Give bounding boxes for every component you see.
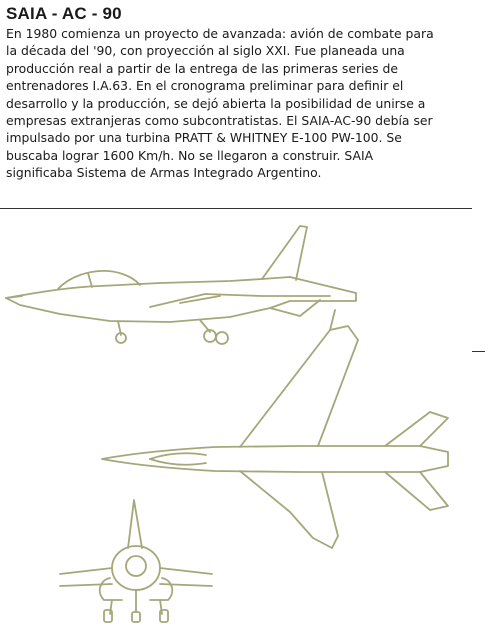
page-title: SAIA - AC - 90 (6, 4, 122, 23)
side-view-drawing (6, 226, 356, 344)
description-line: En 1980 comienza un proyecto de avanzada: avión de combate para (6, 26, 434, 41)
description-line: la década del '90, con proyección al siglo XXI. Fue planeada una (6, 43, 405, 59)
description-line: entrenadores I.A.63. En el cronograma preliminar para definir el (6, 78, 404, 94)
description-line: desarrollo y la producción, se dejó abierta la posibilidad de unirse a (6, 95, 426, 111)
front-view-drawing (60, 500, 212, 622)
description-line: producción real a partir de la entrega de las primeras series de (6, 60, 398, 76)
top-view-drawing (102, 310, 448, 548)
aircraft-three-view-drawing (0, 212, 485, 628)
description-line: buscaba lograr 1600 Km/h. No se llegaron a construir. SAIA (6, 147, 374, 163)
divider-line (0, 208, 472, 209)
description-line: significaba Sistema de Armas Integrado Argentino. (6, 165, 322, 181)
description-line: impulsado por una turbina PRATT & WHITNEY E-100 PW-100. Se (6, 130, 402, 146)
description-text (6, 25, 474, 182)
description-line: empresas extranjeras como subcontratistas. El SAIA-AC-90 debía ser (6, 113, 433, 129)
